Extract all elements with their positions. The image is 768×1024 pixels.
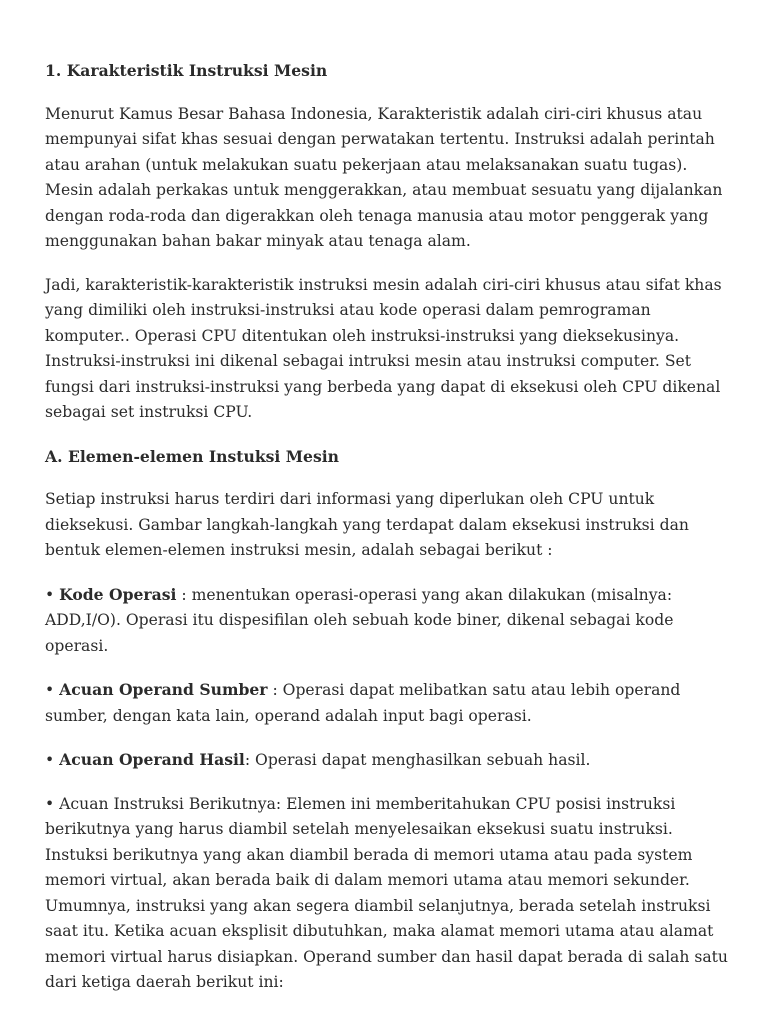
section-heading-elemen: A. Elemen-elemen Instuksi Mesin (45, 446, 339, 466)
term-description: : menentukan operasi-operasi yang akan dilakukan (misalnya: ADD,I/O). Operasi itu dispesifilan oleh sebuah kode biner, dikenal sebagai kode operasi. (45, 585, 674, 655)
term-description: : Operasi dapat melibatkan satu atau lebih operand sumber, dengan kata lain, operand adalah input bagi operasi. (45, 681, 681, 725)
bullet: • (45, 585, 60, 604)
list-item-acuan-operand-hasil (45, 747, 728, 774)
bullet: • (45, 751, 60, 769)
document-body (45, 58, 728, 996)
term-acuan-operand-hasil: Acuan Operand Hasil (59, 750, 245, 769)
section-heading-karakteristik: 1. Karakteristik Instruksi Mesin (45, 61, 328, 80)
list-item-kode-operasi (45, 582, 728, 660)
term-acuan-operand-sumber: Acuan Operand Sumber (59, 680, 268, 699)
term-description: : Operasi dapat menghasilkan sebuah hasil. (244, 751, 591, 769)
paragraph-elements-intro: Setiap instruksi harus terdiri dari informasi yang diperlukan oleh CPU untuk dieksekusi. Gambar langkah-langkah yang terdapat dalam eksekusi instruksi dan bentuk elemen-elemen instruksi mesin, adalah sebagai berikut : (45, 490, 689, 559)
list-item-acuan-instruksi-berikutnya: • Acuan Instruksi Berikutnya: Elemen ini memberitahukan CPU posisi instruksi berikutnya yang harus diambil setelah menyelesaikan eksekusi suatu instruksi. Instuksi berikutnya yang akan diambil berada di memori utama atau pada system memori virtual, akan berada baik di dalam memori utama atau memori sekunder. Umumnya, instruksi yang akan segera diambil selanjutnya, berada setelah instruksi saat itu. Ketika acuan eksplisit dibutuhkan, maka alamat memori utama atau alamat memori virtual harus disiapkan. Operand sumber dan hasil dapat berada di salah satu dari ketiga daerah berikut ini: (45, 794, 728, 991)
list-item-acuan-operand-sumber (45, 677, 728, 729)
paragraph-summary: Jadi, karakteristik-karakteristik instruksi mesin adalah ciri-ciri khusus atau sifat khas yang dimiliki oleh instruksi-instruksi atau kode operasi dalam pemrograman komputer.. Operasi CPU ditentukan oleh instruksi-instruksi yang dieksekusinya. Instruksi-instruksi ini dikenal sebagai intruksi mesin atau instruksi computer. Set fungsi dari instruksi-instruksi yang berbeda yang dapat di eksekusi oleh CPU dikenal sebagai set instruksi CPU. (45, 275, 722, 421)
bullet: • (45, 681, 60, 699)
term-kode-operasi: Kode Operasi (59, 584, 177, 604)
paragraph-definition: Menurut Kamus Besar Bahasa Indonesia, Karakteristik adalah ciri-ciri khusus atau mempunyai sifat khas sesuai dengan perwatakan tertentu. Instruksi adalah perintah atau arahan (untuk melakukan suatu pekerjaan atau melaksanakan suatu tugas). Mesin adalah perkakas untuk menggerakkan, atau membuat sesuatu yang dijalankan dengan roda-roda dan digerakkan oleh tenaga manusia atau motor penggerak yang menggunakan bahan bakar minyak atau tenaga alam. (45, 104, 723, 250)
